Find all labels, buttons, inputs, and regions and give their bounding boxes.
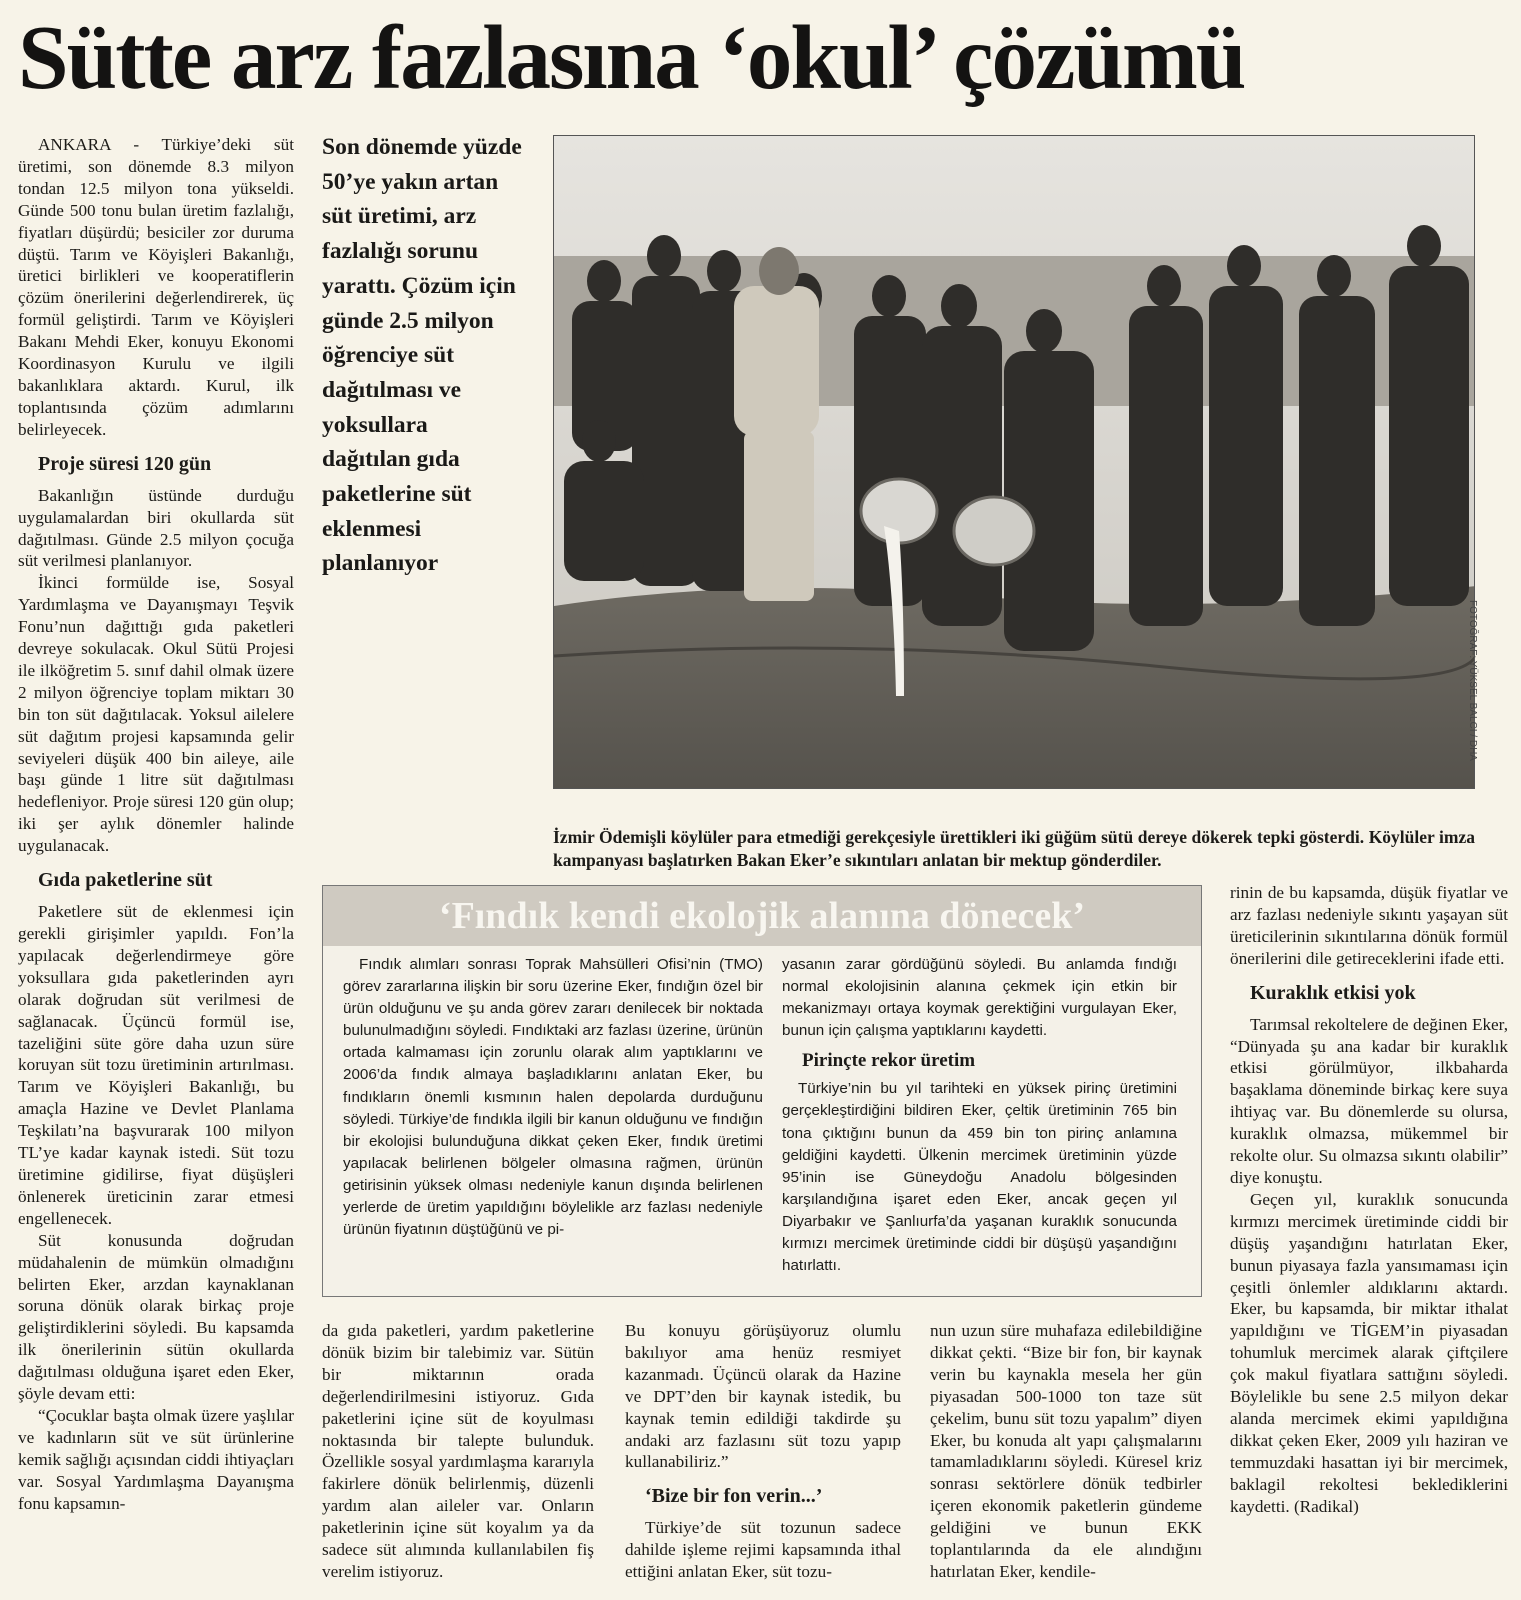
paragraph: Tarımsal rekoltelere de değinen Eker, “Dünyada şu ana kadar bir kuraklık etkisi görülmüyor, ilkbaharda başaklama döneminde birkaç kere suya ihtiyaç var. Bu dönemlerde su olursa, kuraklık olmazsa, mükemmel bir rekolte olur. Su olmazsa sıkıntı olabilir” diye konuştu. [1230,1014,1508,1187]
news-photo [553,135,1475,789]
paragraph: ANKARA - Türkiye’deki süt üretimi, son dönemde 8.3 milyon tondan 12.5 milyon tona yükseldi. Günde 500 tonu bulan üretim fazlalığı, fiyatları düşürdü; besiciler zor duruma düştü. Tarım ve Köyişleri Bakanlığı, üretici birlikleri ve kooperatiflerin çözüm önerilerini değerlendirerek, üç formül geliştirdi. Tarım ve Köyişleri Bakanı Mehdi Eker, konuyu Ekonomi Koordinasyon Kurulu ve ilgili bakanlıklara aktardı. Kurul, ilk toplantısında çözüm adımlarını belirleyecek. [18,135,294,439]
subheading: Proje süresi 120 gün [38,452,212,475]
paragraph: Türkiye’de süt tozunun sadece dahilde işleme rejimi kapsamında ithal ettiğini anlatan Eker, süt tozu- [625,1518,901,1582]
subheading: Gıda paketlerine süt [38,869,213,892]
article-column-bottom-3 [930,1320,1202,1583]
box-title: ‘Fındık kendi ekolojik alanına dönecek’ [323,886,1201,946]
box-column-left [343,954,763,1241]
paragraph: Bu konuyu görüşüyoruz olumlu bakılıyor ama henüz resmiyet kazanmadı. Üçüncü olarak da Hazine ve DPT’den bir kaynak istedik, bu kaynak temin edildiği takdirde şu andaki arz fazlasını süt tozu yapıp kullanabiliriz.” [625,1321,901,1472]
subheading: ‘Bize bir fon verin...’ [645,1485,823,1508]
paragraph: nun uzun süre muhafaza edilebildiğine dikkat çekti. “Bize bir fon, bir kaynak verin bu kaynakla mesela her gün piyasadan 500-1000 ton taze süt çekelim, bunu süt tozu yapalım” diyen Eker, bu konuda alt yapı çalışmalarını tamamladıklarını söyledi. Küresel kriz sonrası sektörlere dönük tedbirler içeren ekonomik paketlerin gündeme geldiğini ve bunun EKK toplantılarında da ele alındığını hatırlatan Eker, kendile- [930,1321,1202,1581]
article-column-right [1230,882,1508,1517]
article-column-left [18,134,294,1514]
paragraph: Geçen yıl, kuraklık sonucunda kırmızı mercimek üretiminde ciddi bir düşüş yaşandığını hatırlatan Eker, bunun piyasaya fazla yansımaması için çeşitli önlemler aldıklarını aktardı. Eker, bu kapsamda, bir miktar ithalat yapıldığını ve TİGEM’in piyasadan tohumluk mercimek alarak çiftçilere çok makul fiyatlara sattığını söyledi. Böylelikle bu sene 2.5 milyon dekar alanda mercimek ekimi yapıldığına dikkat çeken Eker, 2009 yılı haziran ve temmuzdaki hasattan iyi bir mercimek, baklagil rekoltesi beklediklerini kaydetti. (Radikal) [1230,1189,1508,1516]
article-column-bottom-2 [625,1320,901,1583]
paragraph: İkinci formülde ise, Sosyal Yardımlaşma ve Dayanışmayı Teşvik Fonu’nun dağıttığı gıda paketleri devreye sokulacak. Okul Sütü Projesi ile ilköğretim 5. sınıf dahil olmak üzere 2 milyon öğrenciye toplam miktarı 30 bin ton süt dağıtılacak. Yoksul ailelere süt dağıtım projesi kapsamında gelir seviyeleri düşük 400 bin aileye, aile başı günde 1 litre süt dağıtılması hedefleniyor. Proje süresi 120 gün olup; iki şer aylık dönemler halinde uygulanacak. [18,573,294,856]
photo-caption: İzmir Ödemişli köylüler para etmediği gerekçesiyle ürettikleri iki güğüm sütü dereye dökerek tepki gösterdi. Köylüler imza kampanyası başlatırken Bakan Eker’e sıkıntıları anlatan bir mektup gönderdiler. [553,827,1475,870]
paragraph: Paketlere süt de eklenmesi için gerekli girişimler yapıldı. Fon’la yapılacak değerlendirmeye göre yoksullara gıda paketlerinden ayrı olarak doğrudan süt verilmesi de sağlanacak. Üçüncü formül ise, tazeliğini süte göre daha uzun süre koruyan süt tozu üretiminin artırılması. Tarım ve Köyişleri Bakanlığı, bu amaçla Hazine ve Devlet Planlama Teşkilatı’na başvurarak 100 milyon TL’ye kadar kaynak istedi. Süt tozu üretimine gidilirse, fiyat düşüşleri önlenerek üreticinin zarar etmesi engellenecek. [18,902,294,1228]
paragraph: Fındık alımları sonrası Toprak Mahsülleri Ofisi’nin (TMO) görev zararlarına ilişkin bir soru üzerine Eker, fındığın özel bir ürün olduğunu ve şu anda görev zararı denilecek bir noktada bulunulmadığını söyledi. Fındıktaki arz fazlası üzerine, ürünün ortada kalmaması için zorunlu olarak alım yaptıklarını ve 2006’da fındık almaya başladıklarını anlatan Eker, bu fındıkların önemli kısmının halen depolarda durduğunu söyledi. Türkiye’de fındıkla ilgili bir kanun olduğunu ve fındığın bir ekolojisi bulunduğuna dikkat çeken Eker, fındık üretimi yapılacak belirlenen bölgeler olmasına rağmen, ürünün getirisinin yüksek olması nedeniyle kanun dışında belirlenen yerlerde de üretim yapıldığını böylelikle arz fazlası nedeniyle ürünün fiyatının düştüğünü ve pi- [343,956,763,1239]
pull-quote: Son dönemde yüzde 50’ye yakın artan süt üretimi, arz fazlalığı sorunu yarattı. Çözüm için günde 2.5 milyon öğrenciye süt dağıtılması ve yoksullara dağıtılan gıda paketlerine süt eklenmesi planlanıyor [322,134,522,577]
subheading: Kuraklık etkisi yok [1250,981,1416,1004]
paragraph: Türkiye’nin bu yıl tarihteki en yüksek pirinç üretimini gerçekleştirdiğini bildiren Eker, çeltik üretiminin 765 bin tona çıktığını bunun da 459 bin ton pirinç anlamına geldiğini kaydetti. Ülkenin mercimek üretiminin yüzde 95’inin ise Güneydoğu Anadolu bölgesinden karşılandığına işaret eden Eker, ancak geçen yıl Diyarbakır ve Şanlıurfa’da yaşanan kuraklık sonucunda kırmızı mercimek üretiminde ciddi bir düşüşü yaşandığını hatırlattı. [782,1080,1177,1275]
paragraph: Bakanlığın üstünde durduğu uygulamalardan biri okullarda süt dağıtılması. Günde 2.5 milyon çocuğa süt verilmesi planlanıyor. [18,485,294,571]
paragraph: rinin de bu kapsamda, düşük fiyatlar ve arz fazlası nedeniyle sıkıntı yaşayan süt üreticilerinin sıkıntılarına dönük formül önerilerini dile getireceklerini ifade etti. [1230,883,1508,968]
paragraph: da gıda paketleri, yardım paketlerine dönük bizim bir talebimiz var. Sütün bir miktarının orada değerlendirilmesini istiyoruz. Gıda paketlerini içine süt de koyulması noktasında bir talepte bulunduk. Özellikle sosyal yardımlaşma kararıyla fakirlere dönük belirlenmiş, düzenli yardım alan aileler var. Onların paketlerinin içine süt koyalım ya da sadece süt alımında kullanılabilen fiş verelim istiyoruz. [322,1321,594,1581]
box-column-right [782,954,1177,1277]
paragraph: yasanın zarar gördüğünü söyledi. Bu anlamda fındığı normal ekolojisinin alanına çekmek için etkin bir mekanizmayı ortaya koymak gerektiğini vurgulayan Eker, bunun için çalışma yaptıklarını kaydetti. [782,956,1177,1040]
paragraph: “Çocuklar başta olmak üzere yaşlılar ve kadınların süt ve süt ürünlerine kemik sağlığı açısından ciddi ihtiyaçları var. Sosyal Yardımlaşma Dayanışma fonu kapsamın- [18,1405,294,1513]
photo-credit: FOTOĞRAF: YÜKSEL BALCI / DHA [1467,600,1478,761]
sidebar-box [322,885,1202,1297]
subheading: Pirinçte rekor üretim [802,1050,976,1072]
headline: Sütte arz fazlasına ‘okul’ çözümü [18,7,1245,108]
photo-illustration [554,136,1475,789]
article-column-bottom-1 [322,1320,594,1583]
paragraph: Süt konusunda doğrudan müdahalenin de mümkün olmadığını belirten Eker, arzdan kaynaklanan soruna dönük olarak birkaç proje geliştirdiklerini söyledi. Bu kapsamda ilk önerilerinin sütün okullarda dağıtılması olduğuna işaret eden Eker, şöyle devam etti: [18,1230,294,1404]
